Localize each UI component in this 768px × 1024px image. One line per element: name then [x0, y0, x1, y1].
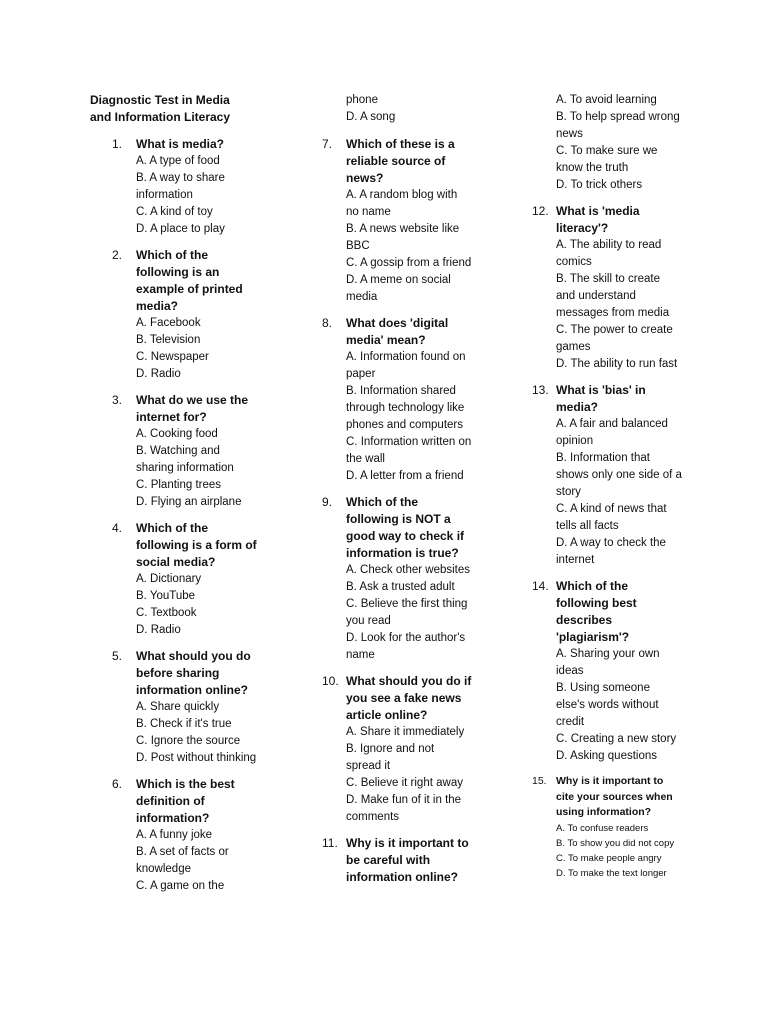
answer-option: A. The ability to read comics: [556, 239, 662, 268]
question-item: [322, 136, 472, 306]
answer-option: C. Creating a new story: [556, 733, 677, 745]
answer-option: A. Information found on paper: [346, 351, 466, 380]
answer-option: B. Watching and sharing information: [136, 445, 234, 474]
question-number: 5.: [112, 649, 123, 663]
answer-option: C. Textbook: [136, 607, 197, 619]
answer-option: D. A place to play: [136, 223, 225, 235]
answer-option: B. YouTube: [136, 590, 196, 602]
column-2: [322, 92, 472, 895]
answer-option: A. A funny joke: [136, 829, 213, 841]
answer-option: A. A type of food: [136, 155, 220, 167]
question-item: [90, 520, 260, 639]
question-number: 3.: [112, 393, 123, 407]
question-number: 10.: [322, 674, 339, 688]
question-item: [532, 203, 682, 373]
continued-option: C. To make sure we know the truth: [556, 145, 658, 174]
answer-option: B. Television: [136, 334, 201, 346]
answer-option: D. A letter from a friend: [346, 470, 464, 482]
question-item: [322, 315, 472, 485]
answer-option: B. The skill to create and understand messages from media: [556, 273, 670, 319]
question-text: Which of the following is NOT a good way to check if information is true?: [346, 495, 465, 560]
answer-option: D. Asking questions: [556, 750, 658, 762]
answer-option: B. A way to share information: [136, 172, 225, 201]
question-item: [532, 578, 682, 765]
question-item: [322, 835, 472, 886]
continuation-text: [532, 92, 682, 194]
answer-option: D. The ability to run fast: [556, 358, 678, 370]
question-text: Which is the best definition of information?: [136, 777, 235, 825]
continued-option: B. To help spread wrong news: [556, 111, 680, 140]
question-number: 1.: [112, 137, 123, 151]
question-text: What do we use the internet for?: [136, 393, 249, 424]
answer-option: C. A kind of news that tells all facts: [556, 503, 667, 532]
answer-option: C. Information written on the wall: [346, 436, 472, 465]
continued-option: phone: [346, 94, 378, 106]
question-text: What is media?: [136, 137, 225, 151]
answer-option: A. Dictionary: [136, 573, 202, 585]
answer-option: C. Believe the first thing you read: [346, 598, 468, 627]
question-item: [322, 494, 472, 664]
question-item: [90, 392, 260, 511]
answer-option: B. Ask a trusted adult: [346, 581, 455, 593]
question-text: What is 'media literacy'?: [556, 204, 640, 235]
continued-option: D. A song: [346, 111, 396, 123]
question-number: 7.: [322, 137, 333, 151]
answer-option: A. Share it immediately: [346, 726, 465, 738]
page-title: Diagnostic Test in Media and Information Literacy: [90, 93, 231, 124]
question-item: [322, 673, 472, 826]
question-item: [90, 776, 260, 895]
question-number: 2.: [112, 248, 123, 262]
answer-option: B. Information that shows only one side of a story: [556, 452, 682, 498]
column-1: [90, 92, 260, 904]
answer-option: C. A kind of toy: [136, 206, 213, 218]
answer-option: B. Check if it's true: [136, 718, 232, 730]
question-number: 6.: [112, 777, 123, 791]
answer-option: B. To show you did not copy: [556, 837, 675, 849]
answer-option: B. Information shared through technology like phones and computers: [346, 385, 465, 431]
answer-option: C. Believe it right away: [346, 777, 463, 789]
answer-option: A. To confuse readers: [556, 822, 649, 834]
question-text: What should you do if you see a fake news article online?: [346, 674, 472, 722]
answer-option: D. To make the text longer: [556, 867, 667, 879]
answer-option: B. Ignore and not spread it: [346, 743, 435, 772]
answer-option: C. Newspaper: [136, 351, 209, 363]
question-number: 11.: [322, 836, 338, 850]
answer-option: B. A set of facts or knowledge: [136, 846, 229, 875]
question-text: Why is it important to cite your sources when using information?: [556, 775, 673, 818]
answer-option: D. Flying an airplane: [136, 496, 242, 508]
question-number: 12.: [532, 204, 549, 218]
question-text: What is 'bias' in media?: [556, 383, 646, 414]
answer-option: A. Share quickly: [136, 701, 220, 713]
column-3: [532, 92, 682, 890]
answer-option: A. Cooking food: [136, 428, 218, 440]
answer-option: D. Post without thinking: [136, 752, 257, 764]
answer-option: D. Make fun of it in the comments: [346, 794, 462, 823]
answer-option: D. A meme on social media: [346, 274, 451, 303]
question-text: Which of the following is a form of social media?: [136, 521, 257, 569]
question-number: 14.: [532, 579, 549, 593]
question-item: [532, 382, 682, 569]
answer-option: A. A fair and balanced opinion: [556, 418, 668, 447]
question-number: 4.: [112, 521, 123, 535]
question-text: Why is it important to be careful with information online?: [346, 836, 469, 884]
answer-option: D. Radio: [136, 368, 181, 380]
answer-option: A. Sharing your own ideas: [556, 648, 660, 677]
question-text: What should you do before sharing information online?: [136, 649, 251, 697]
answer-option: A. A random blog with no name: [346, 189, 458, 218]
answer-option: C. A game on the: [136, 880, 225, 892]
answer-option: D. A way to check the internet: [556, 537, 666, 566]
answer-option: C. The power to create games: [556, 324, 673, 353]
continued-option: D. To trick others: [556, 179, 643, 191]
answer-option: D. Look for the author's name: [346, 632, 466, 661]
continued-option: A. To avoid learning: [556, 94, 657, 106]
question-number: 13.: [532, 383, 549, 397]
answer-option: C. Planting trees: [136, 479, 222, 491]
continuation-text: [322, 92, 472, 126]
question-item: [90, 247, 260, 383]
question-number: 8.: [322, 316, 333, 330]
question-text: Which of the following is an example of printed media?: [136, 248, 243, 313]
question-number: 9.: [322, 495, 333, 509]
question-item: [90, 648, 260, 767]
answer-option: C. Ignore the source: [136, 735, 241, 747]
question-text: What does 'digital media' mean?: [346, 316, 449, 347]
question-text: Which of these is a reliable source of news?: [346, 137, 455, 185]
answer-option: C. A gossip from a friend: [346, 257, 472, 269]
question-item: [532, 774, 682, 881]
question-number: 15.: [532, 775, 547, 787]
answer-option: D. Radio: [136, 624, 181, 636]
question-text: Which of the following best describes 'plagiarism'?: [556, 579, 637, 644]
answer-option: A. Facebook: [136, 317, 201, 329]
answer-option: B. Using someone else's words without credit: [556, 682, 659, 728]
answer-option: A. Check other websites: [346, 564, 471, 576]
answer-option: B. A news website like BBC: [346, 223, 460, 252]
question-item: [90, 136, 260, 238]
answer-option: C. To make people angry: [556, 852, 662, 864]
